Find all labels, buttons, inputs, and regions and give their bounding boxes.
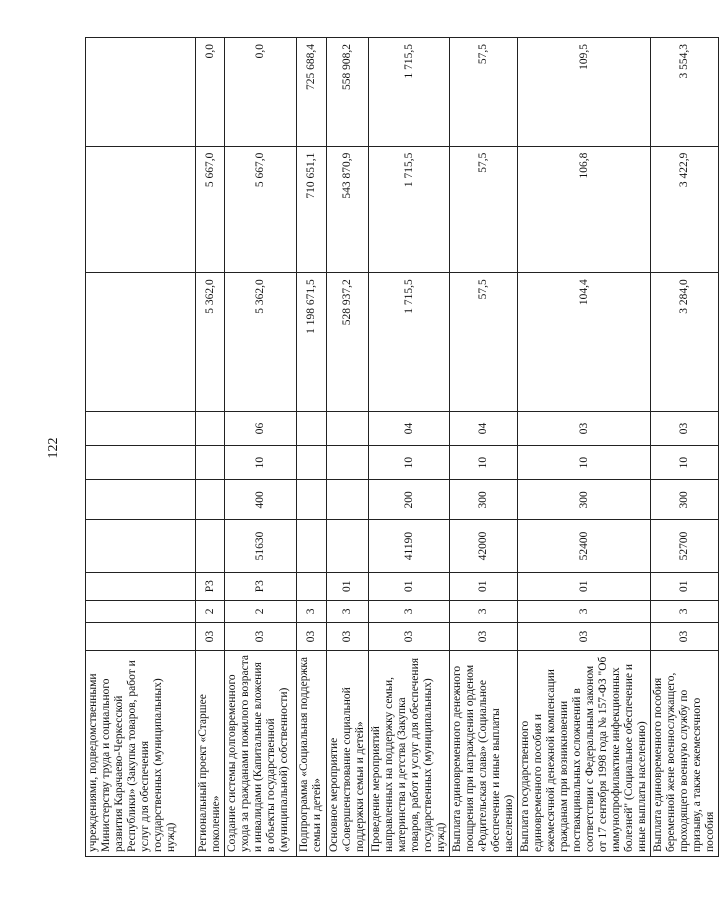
code-cell: [297, 520, 327, 572]
value-cell: 57,5: [450, 38, 518, 147]
code-cell: 42000: [450, 520, 518, 572]
value-cell: 558 908,2: [327, 38, 369, 147]
row-name: Выплата единовременного пособия беременной жене военнослужащего, проходящего военную службу по призыву, а также ежемесячного пособия: [651, 651, 719, 857]
code-cell: 300: [518, 480, 651, 520]
table-row: [327, 38, 369, 857]
value-cell: 0,0: [225, 38, 297, 147]
row-name: Региональный проект «Старшее поколение»: [196, 651, 225, 857]
page-number: 122: [46, 437, 61, 459]
budget-table: [85, 37, 719, 857]
code-cell: Р3: [225, 572, 297, 600]
code-cell: 3: [327, 600, 369, 622]
row-name: Проведение мероприятий направленных на поддержку семьи, материнства и детства (Закупка товаров, работ и услуг для обеспечения государственных (муниципальных) нужд): [369, 651, 450, 857]
table-row: [297, 38, 327, 857]
code-cell: 10: [518, 446, 651, 480]
code-cell: 10: [369, 446, 450, 480]
code-cell: 52700: [651, 520, 719, 572]
value-cell: 5 362,0: [196, 273, 225, 412]
value-cell: [86, 38, 196, 147]
value-cell: 3 284,0: [651, 273, 719, 412]
row-name: Выплата государственного единовременного пособия и ежемесячной денежной компенсации гражданам при возникновении поствакцинальных осложнений в соответствии с Федеральным законом от 17 сентября 1998 года № 157-ФЗ "Об иммунопрофилактике инфекционных болезней" (Социальное обеспечение и иные выплаты населению): [518, 651, 651, 857]
code-cell: 06: [225, 411, 297, 445]
row-name: Основное мероприятие «Совершенствование социальной поддержки семьи и детей»: [327, 651, 369, 857]
value-cell: [86, 146, 196, 273]
code-cell: 01: [651, 572, 719, 600]
table-row: [450, 38, 518, 857]
code-cell: 04: [450, 411, 518, 445]
table-row: [651, 38, 719, 857]
value-cell: 5 667,0: [225, 146, 297, 273]
code-cell: [196, 480, 225, 520]
code-cell: [297, 572, 327, 600]
table-row: [225, 38, 297, 857]
code-cell: 01: [327, 572, 369, 600]
code-cell: 400: [225, 480, 297, 520]
row-name: Подпрограмма «Социальная поддержка семьи и детей»: [297, 651, 327, 857]
row-name: учреждениями, подведомственными Министерству труда и социального развития Карачаево-Черкесской Республики» (Закупка товаров, работ и услуг для обеспечения государственных (муниципальных) нужд): [86, 651, 196, 857]
code-cell: [86, 622, 196, 650]
value-cell: 3 554,3: [651, 38, 719, 147]
value-cell: 5 667,0: [196, 146, 225, 273]
code-cell: [297, 446, 327, 480]
table-row: [196, 38, 225, 857]
code-cell: 03: [450, 622, 518, 650]
code-cell: 01: [450, 572, 518, 600]
code-cell: [86, 480, 196, 520]
value-cell: 3 422,9: [651, 146, 719, 273]
code-cell: 04: [369, 411, 450, 445]
code-cell: [297, 480, 327, 520]
code-cell: 10: [225, 446, 297, 480]
code-cell: 51630: [225, 520, 297, 572]
value-cell: 710 651,1: [297, 146, 327, 273]
value-cell: 1 715,5: [369, 38, 450, 147]
value-cell: 57,5: [450, 273, 518, 412]
value-cell: 0,0: [196, 38, 225, 147]
table-row: [369, 38, 450, 857]
value-cell: 57,5: [450, 146, 518, 273]
code-cell: [86, 600, 196, 622]
table-row: [518, 38, 651, 857]
value-cell: [86, 273, 196, 412]
code-cell: 2: [196, 600, 225, 622]
code-cell: 10: [450, 446, 518, 480]
code-cell: [196, 520, 225, 572]
value-cell: 725 688,4: [297, 38, 327, 147]
code-cell: 3: [450, 600, 518, 622]
value-cell: 109,5: [518, 38, 651, 147]
code-cell: 03: [297, 622, 327, 650]
code-cell: 3: [518, 600, 651, 622]
code-cell: 03: [196, 622, 225, 650]
code-cell: 3: [369, 600, 450, 622]
code-cell: 10: [651, 446, 719, 480]
code-cell: [196, 446, 225, 480]
code-cell: Р3: [196, 572, 225, 600]
row-name: Создание системы долговременного ухода за гражданами пожилого возраста и инвалидами (Капитальные вложения в объекты государственной (муниципальной) собственности): [225, 651, 297, 857]
code-cell: 01: [518, 572, 651, 600]
code-cell: 2: [225, 600, 297, 622]
code-cell: 01: [369, 572, 450, 600]
value-cell: 528 937,2: [327, 273, 369, 412]
code-cell: 03: [327, 622, 369, 650]
code-cell: 200: [369, 480, 450, 520]
value-cell: 5 362,0: [225, 273, 297, 412]
code-cell: 03: [651, 622, 719, 650]
code-cell: [327, 411, 369, 445]
code-cell: 03: [225, 622, 297, 650]
table-row: [86, 38, 196, 857]
code-cell: [196, 411, 225, 445]
value-cell: 104,4: [518, 273, 651, 412]
code-cell: [327, 446, 369, 480]
value-cell: 1 198 671,5: [297, 273, 327, 412]
code-cell: [297, 411, 327, 445]
code-cell: [86, 572, 196, 600]
code-cell: 3: [651, 600, 719, 622]
code-cell: 3: [297, 600, 327, 622]
code-cell: 03: [518, 622, 651, 650]
code-cell: [86, 446, 196, 480]
code-cell: 03: [369, 622, 450, 650]
row-name: Выплата единовременного денежного поощрения при награждении орденом «Родительская слава» (Социальное обеспечение и иные выплаты населению): [450, 651, 518, 857]
code-cell: 52400: [518, 520, 651, 572]
code-cell: 03: [651, 411, 719, 445]
value-cell: 543 870,9: [327, 146, 369, 273]
code-cell: [327, 520, 369, 572]
code-cell: 300: [450, 480, 518, 520]
value-cell: 1 715,5: [369, 273, 450, 412]
value-cell: 106,8: [518, 146, 651, 273]
code-cell: 41190: [369, 520, 450, 572]
code-cell: [327, 480, 369, 520]
code-cell: [86, 411, 196, 445]
code-cell: 300: [651, 480, 719, 520]
rotated-table-wrapper: [85, 37, 716, 857]
code-cell: [86, 520, 196, 572]
code-cell: 03: [518, 411, 651, 445]
value-cell: 1 715,5: [369, 146, 450, 273]
